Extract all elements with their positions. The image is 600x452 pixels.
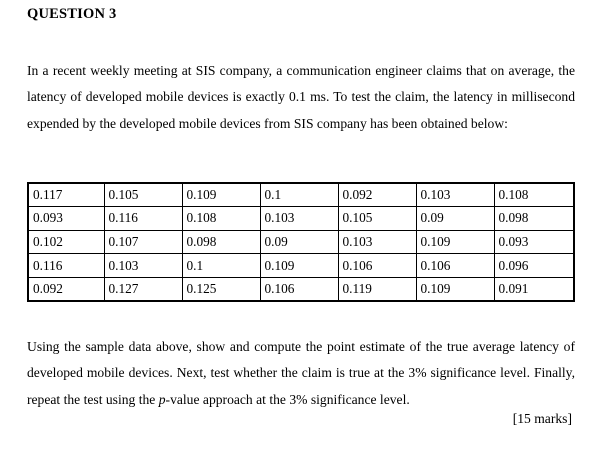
table-cell: 0.092 — [28, 277, 104, 301]
table-cell: 0.096 — [494, 254, 574, 278]
question-task — [27, 334, 575, 413]
table-cell: 0.116 — [104, 207, 182, 231]
table-cell: 0.09 — [416, 207, 494, 231]
table-cell: 0.106 — [260, 277, 338, 301]
table-cell: 0.093 — [494, 230, 574, 254]
table-cell: 0.106 — [416, 254, 494, 278]
table-cell: 0.127 — [104, 277, 182, 301]
table-row — [28, 277, 574, 301]
table-cell: 0.109 — [416, 277, 494, 301]
table-cell: 0.109 — [416, 230, 494, 254]
table-cell: 0.103 — [104, 254, 182, 278]
table-cell: 0.105 — [104, 183, 182, 207]
table-cell: 0.09 — [260, 230, 338, 254]
table-cell: 0.091 — [494, 277, 574, 301]
table-cell: 0.103 — [416, 183, 494, 207]
table-cell: 0.098 — [494, 207, 574, 231]
table-cell: 0.103 — [338, 230, 416, 254]
table-cell: 0.119 — [338, 277, 416, 301]
task-text-part2: -value approach at the 3% significance level. — [165, 391, 410, 407]
table-cell: 0.1 — [260, 183, 338, 207]
latency-table — [27, 182, 575, 302]
table-row — [28, 183, 574, 207]
question-heading: QUESTION 3 — [27, 6, 117, 22]
table-row — [28, 254, 574, 278]
table-cell: 0.103 — [260, 207, 338, 231]
table-cell: 0.109 — [182, 183, 260, 207]
task-text-part1: Using the sample data above, show and compute the point estimate of the true average latency of developed mobile devices. Next, test whether the claim is true at the 3% significance level. Finally, repeat the test using the — [27, 339, 575, 407]
table-cell: 0.106 — [338, 254, 416, 278]
table-row — [28, 207, 574, 231]
table-cell: 0.108 — [494, 183, 574, 207]
table-row — [28, 230, 574, 254]
table-cell: 0.117 — [28, 183, 104, 207]
table-cell: 0.098 — [182, 230, 260, 254]
table-cell: 0.092 — [338, 183, 416, 207]
p-value-italic: p — [158, 391, 166, 407]
table-cell: 0.116 — [28, 254, 104, 278]
table-cell: 0.105 — [338, 207, 416, 231]
table-cell: 0.093 — [28, 207, 104, 231]
table-cell: 0.102 — [28, 230, 104, 254]
table-cell: 0.125 — [182, 277, 260, 301]
table-cell: 0.1 — [182, 254, 260, 278]
table-cell: 0.109 — [260, 254, 338, 278]
question-intro: In a recent weekly meeting at SIS company, a communication engineer claims that on average, the latency of developed mobile devices is exactly 0.1 ms. To test the claim, the latency in millisecond expended by the developed mobile devices from SIS company has been obtained below: — [27, 63, 575, 131]
table-cell: 0.107 — [104, 230, 182, 254]
table-cell: 0.108 — [182, 207, 260, 231]
marks-label: [15 marks] — [512, 411, 572, 426]
